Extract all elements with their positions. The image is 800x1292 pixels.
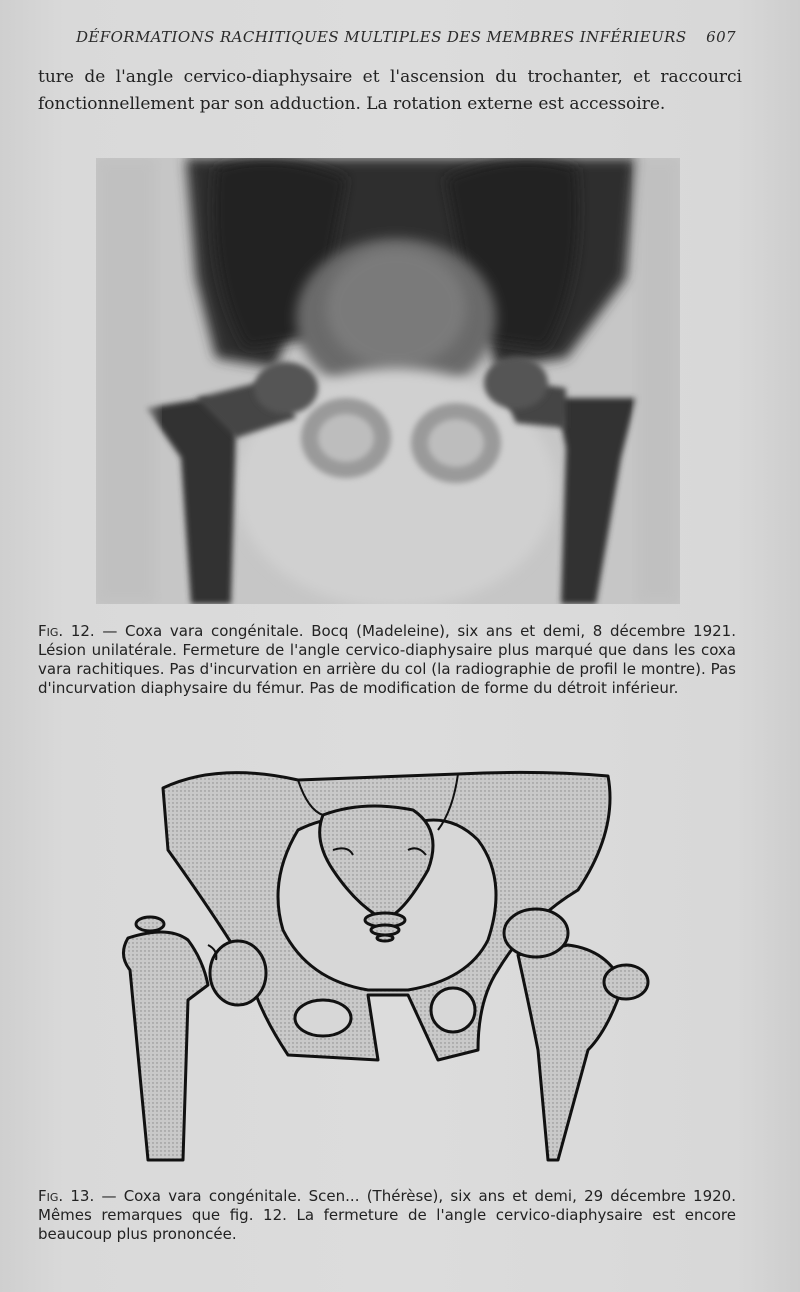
pelvis-drawing-figure xyxy=(108,770,664,1170)
running-head xyxy=(76,28,736,46)
figure-12-label: Fig. 12. xyxy=(38,622,95,640)
radiograph-image xyxy=(96,158,680,604)
figure-13-caption xyxy=(38,1187,736,1244)
page-number: 607 xyxy=(706,28,736,46)
figure-12-text: — Coxa vara congénitale. Bocq (Madeleine), six ans et demi, 8 décembre 1921. Lésion unilatérale. Fermeture de l'angle cervico-diaphysaire plus marqué que dans les coxa vara rachitiques. Pas d'incurvation en arrière du col (la radiographie de profil le montre). Pas d'incurvation diaphysaire du fémur. Pas de modification de forme du détroit inférieur. xyxy=(38,622,736,697)
running-head-title: DÉFORMATIONS RACHITIQUES MULTIPLES DES MEMBRES INFÉRIEURS xyxy=(76,28,687,46)
figure-12-caption xyxy=(38,622,736,698)
radiograph-figure xyxy=(96,158,680,604)
body-paragraph: ture de l'angle cervico-diaphysaire et l'ascension du trochanter, et raccourci fonctionnellement par son adduction. La rotation externe est accessoire. xyxy=(38,67,742,114)
figure-13-text: — Coxa vara congénitale. Scen... (Thérèse), six ans et demi, 29 décembre 1920. Mêmes remarques que fig. 12. La fermeture de l'angle cervico-diaphysaire est encore beaucoup plus prononcée. xyxy=(38,1187,736,1243)
figure-13-label: Fig. 13. xyxy=(38,1187,95,1205)
pelvis-drawing xyxy=(108,770,664,1170)
